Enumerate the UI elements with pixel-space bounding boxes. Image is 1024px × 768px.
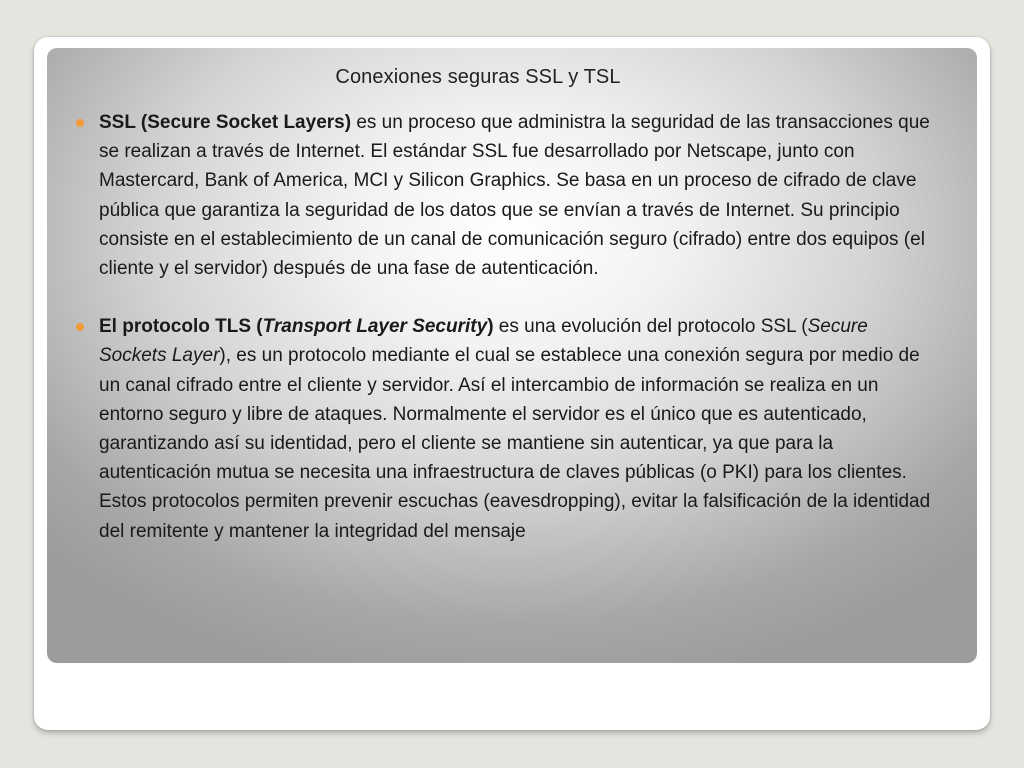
bullet-text: es un proceso que administra la seguridad de las transacciones que se realizan a través de Internet. El estándar SSL fue desarrollado por Netscape, junto con Mastercard, Bank of America, MCI y Silicon Graphics. Se basa en un proceso de cifrado de clave pública que garantiza la seguridad de los datos que se envían a través de Internet. Su principio consiste en el establecimiento de un canal de comunicación seguro (cifrado) entre dos equipos (el cliente y el servidor) después de una fase de autenticación. <box>99 112 930 280</box>
bullet-dot-icon <box>76 323 84 331</box>
bullet-item-tls <box>76 312 936 546</box>
bullet-bold-lead: El protocolo TLS ( <box>99 316 263 338</box>
bullet-bold-close: ) <box>487 316 494 338</box>
bullet-text-part-a: es una evolución del protocolo SSL ( <box>493 316 808 338</box>
bullet-italic-term: Secure Sockets Layer <box>99 316 868 367</box>
slide-content <box>76 108 936 546</box>
bullet-bold-italic-term: Transport Layer Security <box>262 316 488 338</box>
bullet-item-ssl <box>76 108 936 283</box>
bullet-bold-lead: SSL (Secure Socket Layers) <box>99 112 352 133</box>
bullet-dot-icon <box>76 119 84 127</box>
bullet-text-part-b: ), es un protocolo mediante el cual se establece una conexión segura por medio de un canal cifrado entre el cliente y servidor. Así el intercambio de información se realiza en un entorno seguro y libre de ataques. Normalmente el servidor es el único que es autenticado, garantizando así su identidad, pero el cliente se mantiene sin autenticar, ya que para la autenticación mutua se necesita una infraestructura de claves públicas (o PKI) para los clientes. Estos protocolos permiten prevenir escuchas (eavesdropping), evitar la falsificación de la identidad del remitente y mantener la integridad del mensaje <box>99 345 931 542</box>
slide-title: Conexiones seguras SSL y TSL <box>335 66 621 88</box>
